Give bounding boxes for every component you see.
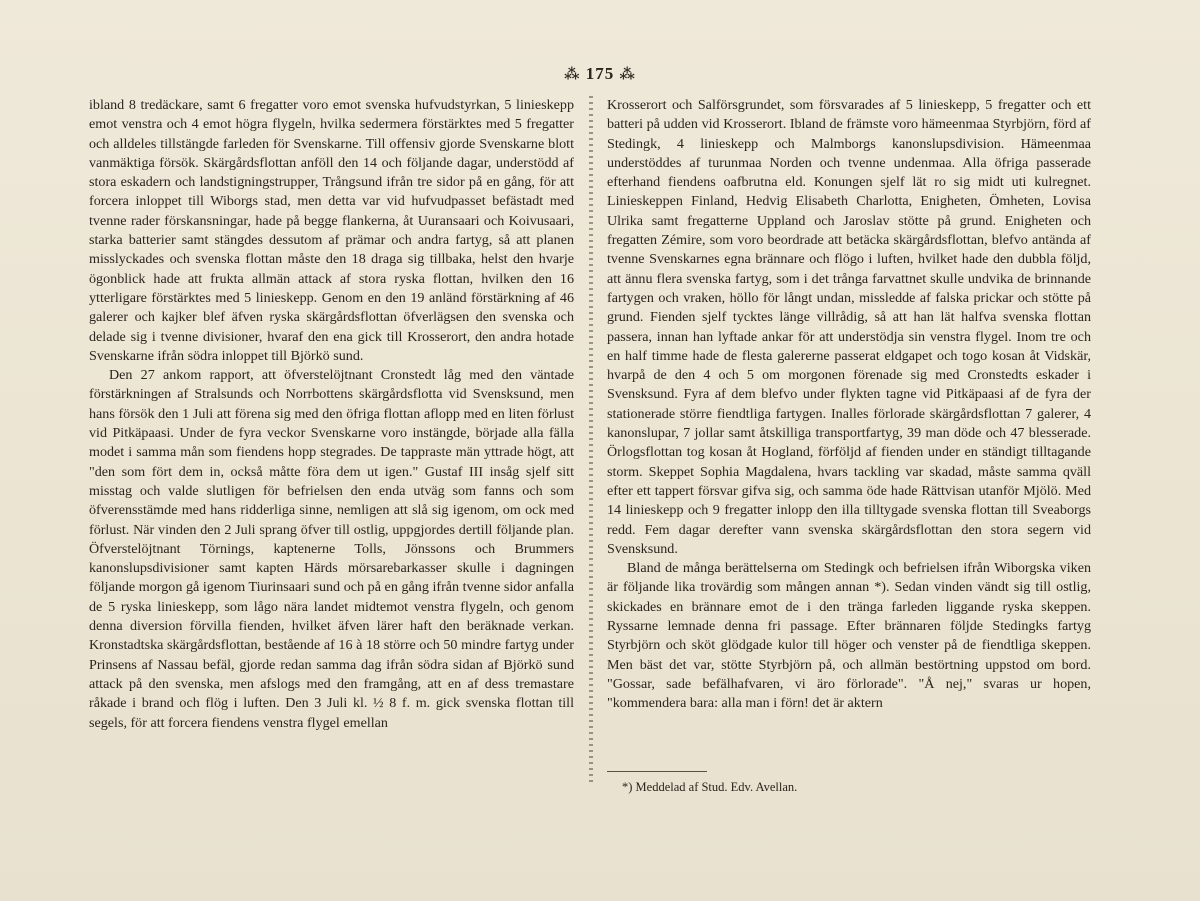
paragraph: Bland de många berättelserna om Stedingk och befrielsen ifrån Wiborgska viken är följande lika trovärdig som mången annan *). Sedan vinden vändt sig till ostlig, skickades en brännare emot de i den tränga farleden liggande ryska skeppen. Ryssarne lemnade denna fri passage. Efter brännaren följde Stedingks fartyg Styrbjörn och sköt glödgade kulor till höger och venster på de fiendtliga skeppen. Men bäst det var, stötte Styrbjörn på, och allmän bestörtning uppstod om bord. "Gossar, sade befälhafvaren, vi äro förlorade". "Å nej," svaras ur hopen, "kommendera bara: alla man i förn! det är aktern <box>607 560 1091 712</box>
page-header <box>525 64 675 84</box>
column-divider <box>583 96 599 786</box>
paragraph: Krosserort och Salförsgrundet, som försvarades af 5 linieskepp, 5 fregatter och ett batteri på udden vid Krosserort. Ibland de främste voro hämeenmaa Styrbjörn, förd af Stedingk, 4 linieskepp och Malmborgs kanonslupsdivision. Hämeenmaa understöddes af turunmaa Norden och tvenne undenmaa. Alla öfriga passerade efterhand fiendens oafbrutna eld. Konungen sjelf lät ro sig midt uti kulregnet. Linieskeppen Finland, Hedvig Elisabeth Charlotta, Enigheten, Ömheten, Lovisa Ulrika samt fregatterne Uppland och Jaroslav stötte på grund. Enigheten och fregatten Zémire, som voro beordrade att betäcka skärgårdsflottan, blefvo antända af tvenne Svenskarnes egna brännare och flögo i luften, hvilket hade den dubbla följd, att ännu flera svenska fartyg, som i det trånga farvattnet skulle undvika de brinnande fartygen och vraken, höllo för långt undan, missledde af falska prickar och stötte på grund. Fienden sjelf tycktes länge villrådig, så att han lät halfva svenska flottan passera, innan han lyftade ankar för att understödja sin venstra flygel. Inom tre och en half timme hade de flesta galererne passerat eldgapet och togo kosan åt Vidskär, hvarpå de den 4 och 5 om morgonen förenade sig med Cronstedts eskader i Svensksund. Fyra af dem blefvo under flykten tagne vid Pitkäpaasi af de fyra der stationerade större fiendtliga fartygen. Inalles förlorade skärgårdsflottan 7 galerer, 4 kanonslupar, 7 jollar samt åtskilliga transportfartyg, 39 man döde och 47 blesserade. Örlogsflottan tog kosan åt Hogland, förföljd af fienden under en ständigt tilltagande storm. Skeppet Sophia Magdalena, hvars tackling var skadad, måste samma qväll efter ett tappert försvar gifva sig, och samma öde hade Rättvisan utanför Mjölö. Med 14 linieskepp och 9 fregatter inlopp den illa tilltygade svenska flottan till Sveaborgs redd. Fem dagar derefter vann svenska skärgårdsflottan den stora segern vid Svensksund. <box>607 97 1091 557</box>
paragraph: Den 27 ankom rapport, att öfverstelöjtnant Cronstedt låg med den väntade förstärkningen af Stralsunds och Norrbottens skärgårdsflotta vid Svensksund, men hans försök den 1 Juli att förena sig med den öfriga flottan aflopp med en liten förlust vid Pitkäpaasi. Under de fyra veckor Svenskarne voro instängde, började alla fälla modet i samma mån som fiendens hopp stegrades. De tappraste män yttrade högt, att "den som fört dem in, också måtte föra dem ut igen." Gustaf III insåg sjelf sitt misstag och valde slutligen för befrielsen den enda utväg som fanns och som öfverensstämde med hans ridderliga sinne, nemligen att slå sig igenom, om ock med förlust. När vinden den 2 Juli sprang öfver till ostlig, uppgjordes dertill följande plan. Öfverstelöjtnant Törnings, kaptenerne Tolls, Jönssons och Brummers kanonslupsdivisioner samt kapten Härds mörsarebarkasser skulle i dagningen följande morgon gå igenom Tiurinsaari sund och på en gång ifrån tvenne sidor anfalla de 5 ryska linieskepp, som lågo nära landet midtemot venstra flygeln, och genom denna diversion förvilla fienden, hvilket äfven lärer haft den beräknade verkan. Kronstadtska skärgårdsflottan, bestående af 16 à 18 större och 50 mindre fartyg under Prinsens af Nassau befäl, gjorde redan samma dag ifrån södra sidan af Björkö sund attack på den svenska, men afslogs med den framgång, att en af dess tremastare råkade i brand och flög i luften. Den 3 Juli kl. ½ 8 f. m. gick svenska flottan till segels, för att forcera fiendens venstra flygel emellan <box>89 367 574 731</box>
right-column <box>607 96 1091 714</box>
footnote-rule <box>607 771 707 772</box>
ornament-left-icon: ⁂ <box>564 67 581 83</box>
page-number: 175 <box>585 64 615 83</box>
left-column <box>89 96 574 733</box>
ornament-right-icon: ⁂ <box>619 67 636 83</box>
footnote: *) Meddelad af Stud. Edv. Avellan. <box>622 780 798 794</box>
paragraph: ibland 8 tredäckare, samt 6 fregatter voro emot svenska hufvudstyrkan, 5 linieskepp emot venstra och 4 emot högra flygeln, hvilka sedermera förstärktes med 5 fregatter och alldeles tillstängde farleden för Svenskarne. Till offensiv gjorde Svenskarne blott vanmäktiga försök. Skärgårdsflottan anföll den 14 och följande dagar, understödd af stora eskadern och landstigningstrupper, Trångsund ifrån tre sidor på en gång, för att forcera inloppet till Wiborgs stad, men detta var vid hufvudpasset befästadt med tvenne rader förskansningar, hade på begge flankerna, åt Uuransaari och Koivusaari, starka batterier samt stängdes dessutom af prämar och andra fartyg, så att planen misslyckades och svenska flottan måste den 18 draga sig tillbaka, helst den hvarje ögonblick hade att frukta allmän attack af stora ryska flottan, hvilken den 16 ytterligare förstärktes med 5 linieskepp. Genom en den 19 anländ förstärkning af 46 galerer och kajker blef äfven ryska skärgårdsflottan öfverlägsen den svenska och delade sig i tvenne divisioner, hvaraf den ena gick till Krosserort, den andra hotade Svenskarne ifrån södra inloppet till Björkö sund. <box>89 97 574 364</box>
